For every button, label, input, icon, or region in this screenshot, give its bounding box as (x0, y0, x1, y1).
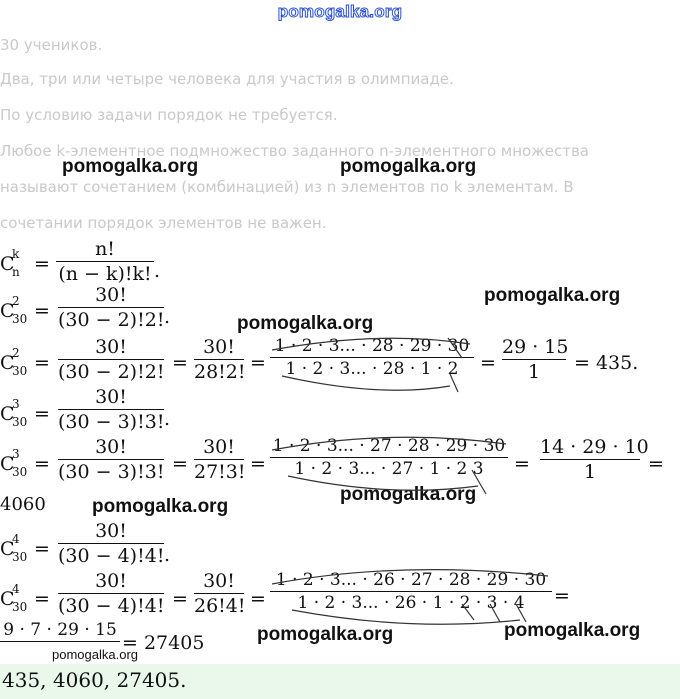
watermark: pomogalka.org (484, 285, 621, 306)
equals-sign: = (34, 453, 50, 475)
intro-line: Любое k-элементное подмножество заданного n-элементного множества (0, 142, 589, 160)
fraction: 9 · 7 · 29 · 15 (0, 620, 120, 643)
fraction-cancelled: 1 · 2 · 3... · 28 · 29 · 30 1 · 2 · 3... · 28 · 1 · 2 (270, 336, 474, 379)
period: . (164, 544, 171, 566)
watermark: pomogalka.org (340, 156, 477, 177)
fraction: 30! (30 − 4)!4! (58, 570, 165, 617)
fraction: 30! (30 − 2)!2! (58, 336, 165, 383)
fraction: 30! (30 − 3)!3! (58, 386, 165, 433)
watermark: pomogalka.org (52, 647, 138, 662)
equals-sign: = (34, 403, 50, 425)
fraction-cancelled: 1 · 2 · 3... · 27 · 28 · 29 · 30 1 · 2 · 3... · 27 · 1 · 2 3 (270, 436, 508, 479)
intro-line: сочетании порядок элементов не важен. (0, 214, 327, 232)
fraction: 30! 27!3! (194, 436, 246, 483)
equals-sign: = (648, 453, 664, 475)
equals-sign: = (250, 453, 266, 475)
period: . (164, 306, 171, 328)
equals-sign: = (34, 538, 50, 560)
equals-sign: = (34, 588, 50, 610)
fraction: 30! (30 − 2)!2! (58, 284, 165, 331)
period: . (154, 260, 161, 282)
fraction: 29 · 15 1 (502, 336, 569, 383)
watermark: pomogalka.org (257, 624, 394, 645)
equals-sign: = (554, 585, 570, 607)
symbol-c: C 2 30 (0, 294, 28, 326)
symbol-c: C 2 30 (0, 346, 28, 378)
equals-sign: = (34, 300, 50, 322)
symbol-c: C 4 30 (0, 532, 28, 564)
fraction: 30! 28!2! (194, 336, 246, 383)
intro-line: По условию задачи порядок не требуется. (0, 106, 338, 124)
watermark-top[interactable]: pomogalka.org (277, 2, 403, 21)
symbol-c: C 4 30 (0, 582, 28, 614)
equals-sign: = (250, 588, 266, 610)
equals-sign: = (514, 453, 530, 475)
result: 4060 (0, 494, 46, 515)
fraction: n! (n − k)!k! (56, 238, 154, 285)
equals-sign: = (480, 352, 496, 374)
intro-line: Два, три или четыре человека для участия в олимпиаде. (0, 70, 454, 88)
watermark: pomogalka.org (237, 313, 374, 334)
fraction: 30! (30 − 3)!3! (58, 436, 165, 483)
equals-sign: = (34, 352, 50, 374)
symbol-c: C 3 30 (0, 397, 28, 429)
result: = 435. (574, 352, 639, 374)
period: . (164, 408, 171, 430)
fraction-cancelled: 1 · 2 · 3... · 26 · 27 · 28 · 29 · 30 1 · 2 · 3... · 26 · 1 · 2 · 3 · 4 (270, 570, 552, 613)
symbol-c: C k n (0, 247, 20, 279)
answer-text: 435, 4060, 27405. (2, 668, 187, 692)
equals-sign: = (250, 352, 266, 374)
result: = 27405 (122, 632, 205, 654)
symbol-c: C 3 30 (0, 447, 28, 479)
equals-sign: = (172, 453, 188, 475)
watermark: pomogalka.org (504, 620, 641, 641)
watermark: pomogalka.org (340, 484, 477, 505)
fraction: 30! 26!4! (194, 570, 246, 617)
fraction: 14 · 29 · 10 1 (540, 436, 649, 483)
fraction: 30! (30 − 4)!4! (58, 520, 165, 567)
equals-sign: = (172, 588, 188, 610)
watermark: pomogalka.org (62, 156, 199, 177)
intro-line: 30 учеников. (0, 36, 103, 54)
watermark: pomogalka.org (92, 496, 229, 517)
intro-line: называют сочетанием (комбинацией) из n элементов по k элементам. В (0, 178, 574, 196)
equals-sign: = (172, 352, 188, 374)
equals-sign: = (34, 253, 50, 275)
